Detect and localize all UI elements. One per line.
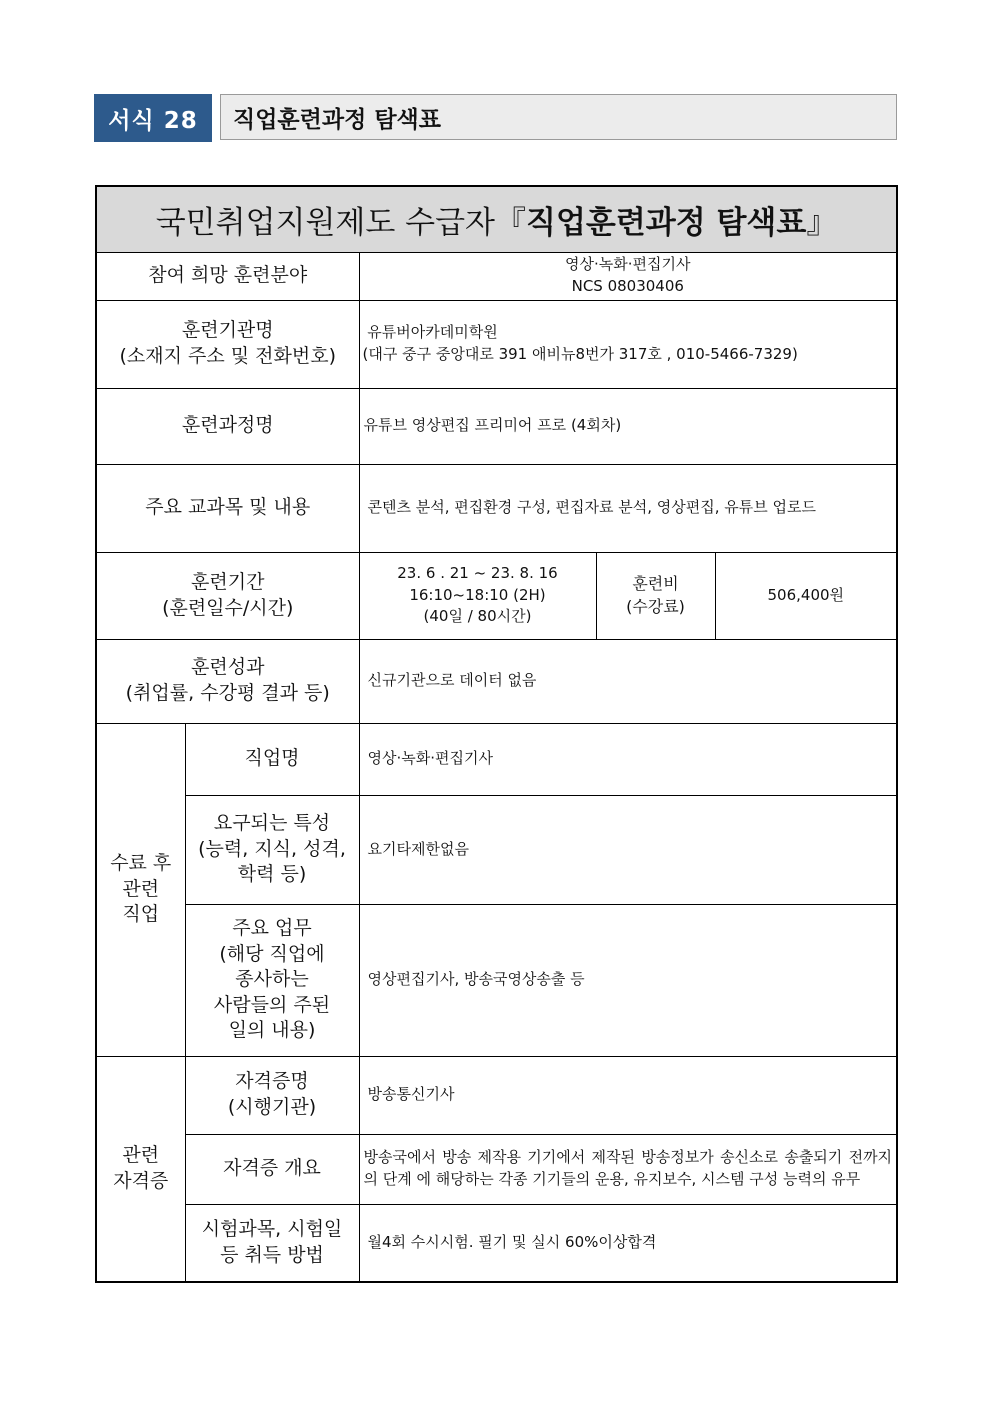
form-title-prefix: 국민취업지원제도 수급자『 — [155, 204, 526, 241]
field-value — [359, 252, 897, 300]
subjects-value: 콘텐츠 분석, 편집환경 구성, 편집자료 분석, 영상편집, 유튜브 업로드 — [359, 464, 897, 552]
subjects-label: 주요 교과목 및 내용 — [96, 464, 359, 552]
cert-exam-label — [185, 1204, 359, 1282]
job-duties-value: 영상편집기사, 방송국영상송출 등 — [359, 904, 897, 1056]
cert-overview-label: 자격증 개요 — [185, 1134, 359, 1204]
form-number-badge: 서식 28 — [94, 94, 212, 142]
form-title — [96, 186, 897, 252]
job-name-value: 영상·녹화·편집기사 — [359, 723, 897, 795]
job-traits-line2: (능력, 지식, 성격, — [198, 837, 346, 860]
certs-group-line1: 관련 — [122, 1144, 160, 1167]
fee-label-line1: 훈련비 — [632, 574, 679, 594]
cert-overview-value: 방송국에서 방송 제작용 기기에서 제작된 방송정보가 송신소로 송출되기 전까지의 단계 에 해당하는 각종 기기들의 운용, 유지보수, 시스템 구성 능력의 유무 — [359, 1134, 897, 1204]
form-title-bold: 직업훈련과정 탐색표 — [526, 204, 807, 241]
job-duties-line5: 일의 내용) — [228, 1019, 316, 1042]
cert-exam-line1: 시험과목, 시험일 — [201, 1218, 343, 1241]
job-duties-line4: 사람들의 주된 — [213, 993, 331, 1016]
job-name-label: 직업명 — [185, 723, 359, 795]
jobs-group-label — [96, 723, 185, 1056]
cert-name-label — [185, 1056, 359, 1134]
results-value: 신규기관으로 데이터 없음 — [359, 639, 897, 723]
job-duties-line2: (해당 직업에 — [219, 942, 325, 965]
course-label: 훈련과정명 — [96, 388, 359, 464]
jobs-group-line2: 관련 — [122, 877, 160, 900]
institution-address: (대구 중구 중앙대로 391 애비뉴8번가 317호 , 010-5466-7329) — [362, 345, 798, 363]
cert-exam-value: 월4회 수시시험. 필기 및 실시 60%이상합격 — [359, 1204, 897, 1282]
cert-name-line1: 자격증명 — [235, 1070, 309, 1093]
fee-label — [596, 552, 715, 639]
certs-group-label — [96, 1056, 185, 1282]
job-traits-line3: 학력 등) — [237, 863, 307, 886]
form-heading: 직업훈련과정 탐색표 — [220, 94, 897, 140]
period-dates: 23. 6 . 21 ~ 23. 8. 16 — [397, 563, 558, 582]
field-value-line1: 영상·녹화·편집기사 — [565, 255, 691, 274]
period-hours: 16:10~18:10 (2H) — [409, 585, 546, 604]
job-traits-value: 요기타제한없음 — [359, 795, 897, 904]
course-value: 유튜브 영상편집 프리미어 프로 (4회차) — [359, 388, 897, 464]
results-label-line1: 훈련성과 — [191, 656, 265, 679]
cert-exam-line2: 등 취득 방법 — [220, 1243, 324, 1266]
jobs-group-line1: 수료 후 — [110, 852, 172, 875]
fee-label-line2: (수강료) — [626, 596, 685, 616]
period-value — [359, 552, 596, 639]
job-traits-line1: 요구되는 특성 — [213, 812, 331, 835]
job-duties-line1: 주요 업무 — [232, 916, 312, 939]
institution-label-line1: 훈련기관명 — [181, 319, 274, 342]
period-total: (40일 / 80시간) — [423, 607, 532, 626]
certs-group-line2: 자격증 — [113, 1169, 169, 1192]
field-value-line2: NCS 08030406 — [571, 277, 684, 295]
job-duties-line3: 종사하는 — [235, 968, 309, 991]
field-label: 참여 희망 훈련분야 — [96, 252, 359, 300]
institution-value — [359, 300, 897, 388]
period-label-line2: (훈련일수/시간) — [162, 596, 294, 619]
fee-value: 506,400원 — [715, 552, 897, 639]
institution-name: 유튜버아카데미학원 — [362, 323, 498, 342]
cert-name-line2: (시행기관) — [227, 1096, 317, 1118]
cert-name-value: 방송통신기사 — [359, 1056, 897, 1134]
jobs-group-line3: 직업 — [122, 903, 160, 926]
institution-label-line2: (소재지 주소 및 전화번호) — [119, 345, 336, 367]
institution-label — [96, 300, 359, 388]
training-course-form — [95, 185, 898, 1283]
form-title-suffix: 』 — [806, 204, 838, 241]
period-label — [96, 552, 359, 639]
results-label — [96, 639, 359, 723]
job-duties-label — [185, 904, 359, 1056]
results-label-line2: (취업률, 수강평 결과 등) — [125, 682, 330, 704]
period-label-line1: 훈련기간 — [191, 570, 265, 593]
job-traits-label — [185, 795, 359, 904]
